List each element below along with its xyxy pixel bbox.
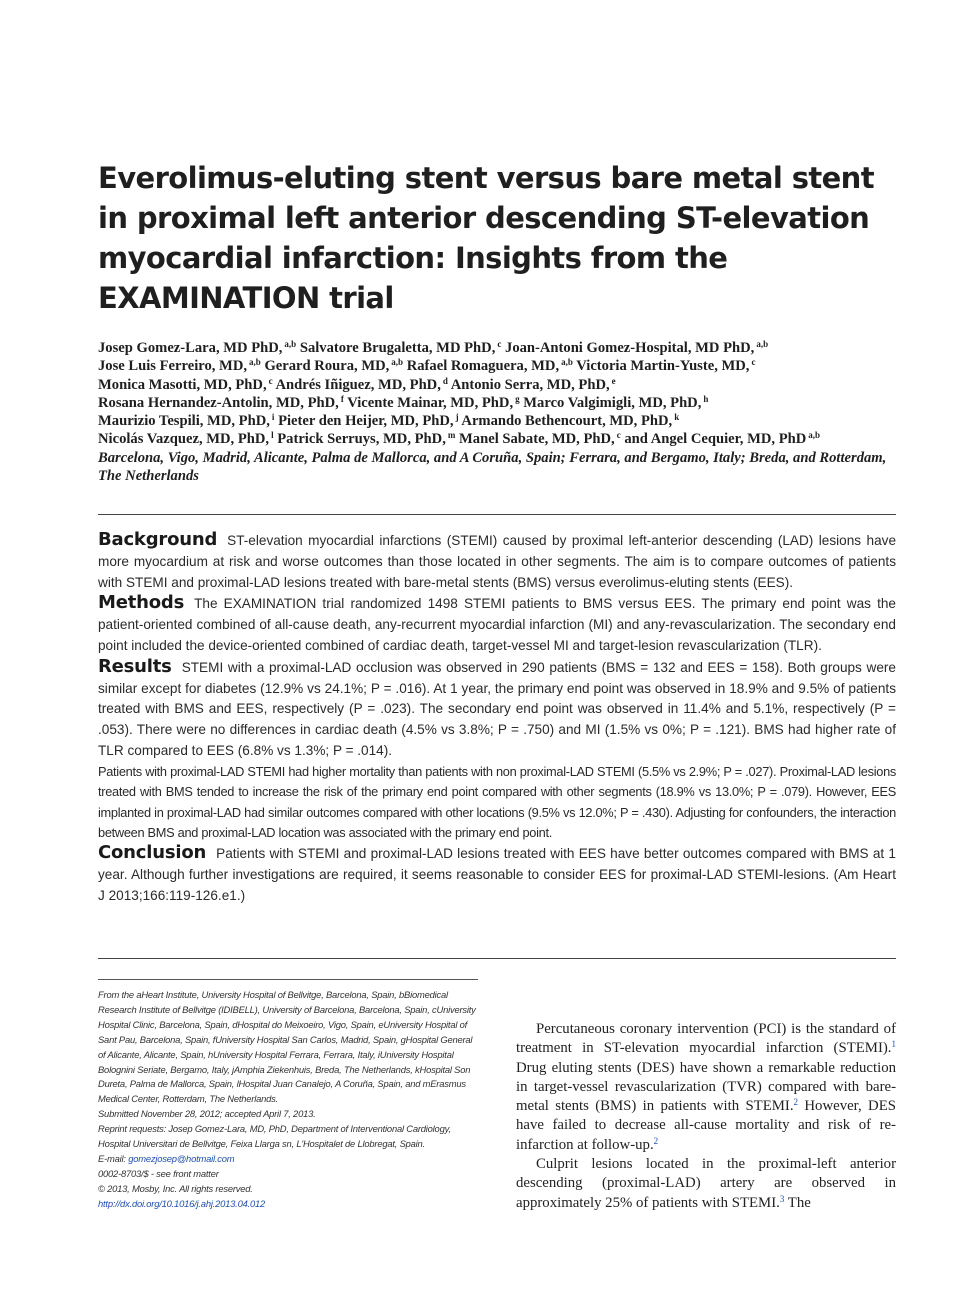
author-name: Marco Valgimigli, MD, PhD, xyxy=(523,394,702,411)
abstract-heading: Conclusion xyxy=(98,842,207,864)
author-affiliation-mark: j xyxy=(455,412,459,423)
author-affiliation-mark: f xyxy=(340,393,344,404)
author-line xyxy=(98,430,898,448)
abstract-bottom-rule xyxy=(98,958,896,959)
author-affiliation-mark: a,b xyxy=(561,357,573,368)
reference-link[interactable]: 3 xyxy=(779,1193,785,1204)
body-paragraph xyxy=(516,1020,896,1155)
author-affiliation-mark: a,b xyxy=(808,430,821,441)
footnote-submitted: Submitted November 28, 2012; accepted April 7, 2013. xyxy=(98,1108,316,1120)
author-name: Rafael Romaguera, MD, xyxy=(406,358,560,375)
email-label: E-mail: xyxy=(98,1152,126,1164)
footnote-email xyxy=(98,1152,480,1167)
abstract-heading: Results xyxy=(98,655,172,677)
author-name: Gerard Roura, MD, xyxy=(264,358,390,375)
author-affiliation-mark: i xyxy=(271,412,275,423)
abstract-text: Patients with STEMI and proximal-LAD lesions treated with EES have better outcomes compared with BMS at 1 year. Although further investigations are required, it seems reasonable to consider EES for proximal-LAD STEMI-lesions. (Am Heart J 2013;166:119-126.e1.) xyxy=(98,846,896,903)
body-paragraph xyxy=(516,1155,896,1213)
abstract xyxy=(98,530,896,907)
author-affiliation-mark: m xyxy=(447,430,456,441)
author-affiliation-mark: c xyxy=(751,357,756,368)
author-line xyxy=(98,412,898,430)
author-name: Vicente Mainar, MD, PhD, xyxy=(347,394,514,411)
abstract-text: STEMI with a proximal-LAD occlusion was observed in 290 patients (BMS = 132 and EES = 158). Both groups were similar except for diabetes (12.9% vs 24.1%; P = .016). At 1 year, the primary end point was observed in 18.9% and 9.5% of patients treated with BMS and EES, respectively (P = .023). The secondary end point was observed in 11.4% and 5.1%, respectively (P = .053). There were no differences in cardiac death (4.5% vs 3.8%; P = .750) and MI (1.5% vs 0%; P = .121). BMS had higher rate of TLR compared to EES (6.8% vs 1.3%; P = .014). xyxy=(98,659,896,758)
abstract-methods xyxy=(98,593,896,656)
abstract-background xyxy=(98,530,896,593)
author-name: Maurizio Tespili, MD, PhD, xyxy=(98,413,270,430)
author-name: Josep Gomez-Lara, MD PhD, xyxy=(98,340,283,356)
body-text: Drug eluting stents (DES) have shown a remarkable reduction in target-vessel revascularization (TVR) compared with bare-metal stents (BMS) in patients with STEMI. xyxy=(516,1059,896,1115)
abstract-heading: Methods xyxy=(98,592,185,614)
author-line xyxy=(98,376,898,394)
author-name: Andrés Iñiguez, MD, PhD, xyxy=(275,376,441,393)
abstract-text: The EXAMINATION trial randomized 1498 STEMI patients to BMS versus EES. The primary end point was the patient-oriented combined of all-cause death, any-recurrent myocardial infarction (MI) and any-revascularization. The secondary end point included the device-oriented combined of cardiac death, target-vessel MI and target-lesion revascularization (TLR). xyxy=(98,596,896,653)
body-text: Culprit lesions located in the proximal-left anterior descending (proximal-LAD) artery are observed in approximately 25% of patients with STEMI. xyxy=(516,1156,896,1211)
author-name: Victoria Martin-Yuste, MD, xyxy=(576,358,750,375)
abstract-heading: Background xyxy=(98,529,218,550)
author-affiliation-mark: c xyxy=(497,339,502,349)
reference-link[interactable]: 2 xyxy=(793,1097,799,1108)
author-name: Jose Luis Ferreiro, MD, xyxy=(98,358,248,375)
abstract-results xyxy=(98,657,896,762)
reference-link[interactable]: 2 xyxy=(653,1135,659,1146)
abstract-text: ST-elevation myocardial infarctions (STEMI) caused by proximal left-anterior descending (LAD) lesions have more myocardium at risk and worse outcomes than those located in other segments. The aim is to compare outcomes of patients with STEMI and proximal-LAD lesions treated with bare-metal stents (BMS) versus everolimus-eluting stents (EES). xyxy=(98,533,896,590)
author-name: Pieter den Heijer, MD, PhD, xyxy=(278,413,454,430)
body-text: Percutaneous coronary intervention (PCI) is the standard of treatment in ST-elevation myocardial infarction (STEMI). xyxy=(516,1021,896,1057)
author-affiliation-mark: a,b xyxy=(284,339,297,349)
author-name: Armando Bethencourt, MD, PhD, xyxy=(461,413,673,430)
author-name: Salvatore Brugaletta, MD PhD, xyxy=(299,340,496,356)
author-affiliation-mark: d xyxy=(442,375,448,386)
footnotes xyxy=(98,988,480,1212)
footnote-copyright: © 2013, Mosby, Inc. All rights reserved. xyxy=(98,1182,253,1194)
author-affiliation-mark: c xyxy=(268,375,273,386)
author-name: Nicolás Vazquez, MD, PhD, xyxy=(98,431,270,448)
reference-link[interactable]: 1 xyxy=(891,1039,896,1050)
abstract-results-continued: Patients with proximal-LAD STEMI had higher mortality than patients with non proximal-LAD STEMI (5.5% vs 2.9%; P = .027). Proximal-LAD lesions treated with BMS tended to increase the risk of the primary end point compared with other segments (18.9% vs 13.0%; P = .079). However, EES implanted in proximal-LAD had similar outcomes compared with other locations (9.5% vs 12.0%; P = .430). Adjusting for confounders, the interaction between BMS and proximal-LAD location was associated with the primary end point. xyxy=(98,763,896,840)
author-affiliation-mark: a,b xyxy=(391,357,404,368)
author-name: Rosana Hernandez-Antolin, MD, PhD, xyxy=(98,394,339,411)
author-affiliation-mark: c xyxy=(616,430,621,441)
author-name: Manel Sabate, MD, PhD, xyxy=(459,431,615,448)
author-affiliation-mark: k xyxy=(674,412,680,423)
author-line xyxy=(98,339,898,357)
author-affiliation-mark: h xyxy=(703,393,709,404)
article-title: Everolimus-eluting stent versus bare metal stent in proximal left anterior descending ST-elevation myocardial infarction: Insights from the EXAMINATION trial xyxy=(98,161,874,315)
author-locations: Barcelona, Vigo, Madrid, Alicante, Palma de Mallorca, and A Coruña, Spain; Ferrara, and Bergamo, Italy; Breda, and Rotterdam, The Netherlands xyxy=(98,449,887,485)
footnote-rule xyxy=(98,979,478,980)
author-affiliation-mark: a,b xyxy=(756,339,769,349)
author-affiliation-mark: l xyxy=(271,430,274,441)
doi-link[interactable]: http://dx.doi.org/10.1016/j.ahj.2013.04.012 xyxy=(98,1197,266,1209)
author-name: and Angel Cequier, MD, PhD xyxy=(624,431,807,448)
author-affiliation-mark: e xyxy=(611,375,616,386)
author-affiliation-mark: g xyxy=(515,393,520,404)
abstract-top-rule xyxy=(98,514,896,515)
footnote-reprint: Reprint requests: Josep Gomez-Lara, MD, PhD, Department of Interventional Cardiology, Hospital Universitari de Bellvitge, Feixa Llarga sn, L'Hospitalet de Llobregat, Spain. xyxy=(98,1123,451,1150)
author-line xyxy=(98,394,898,412)
author-affiliation-mark: a,b xyxy=(249,357,261,368)
author-list xyxy=(98,339,898,485)
body-text: However, DES have failed to decrease all-cause mortality and risk of re-infarction at follow-up. xyxy=(516,1098,896,1153)
body-text: The xyxy=(784,1194,811,1211)
author-name: Joan-Antoni Gomez-Hospital, MD PhD, xyxy=(505,340,755,356)
author-line xyxy=(98,357,898,375)
author-name: Antonio Serra, MD, PhD, xyxy=(450,376,610,393)
body-text-column xyxy=(516,1020,896,1213)
abstract-conclusion xyxy=(98,843,896,906)
author-name: Patrick Serruys, MD, PhD, xyxy=(277,431,446,448)
footnote-issn: 0002-8703/$ - see front matter xyxy=(98,1167,219,1179)
footnote-affiliations: From the aHeart Institute, University Hospital of Bellvitge, Barcelona, Spain, bBiomedical Research Institute of Bellvitge (IDIBELL), University of Barcelona, Barcelona, Spain, cUniversity Hospital Clinic, Barcelona, Spain, dHospital do Meixoeiro, Vigo, Spain, eUniversity Hospital of Sant Pau, Barcelona, Spain, fUniversity Hospital San Carlos, Madrid, Spain, gHospital General of Alicante, Alicante, Spain, hUniversity Hospital Ferrara, Ferrara, Italy, iUniversity Hospital Bolognini Seriate, Bergamo, Italy, jAmphia Ziekenhuis, Breda, The Netherlands, kHospital Son Dureta, Palma de Mallorca, Spain, lHospital Juan Canalejo, A Coruña, Spain, and mErasmus Medical Center, Rotterdam, The Netherlands. xyxy=(98,989,476,1105)
email-link[interactable]: gomezjosep@hotmail.com xyxy=(128,1152,235,1164)
author-name: Monica Masotti, MD, PhD, xyxy=(98,376,267,393)
